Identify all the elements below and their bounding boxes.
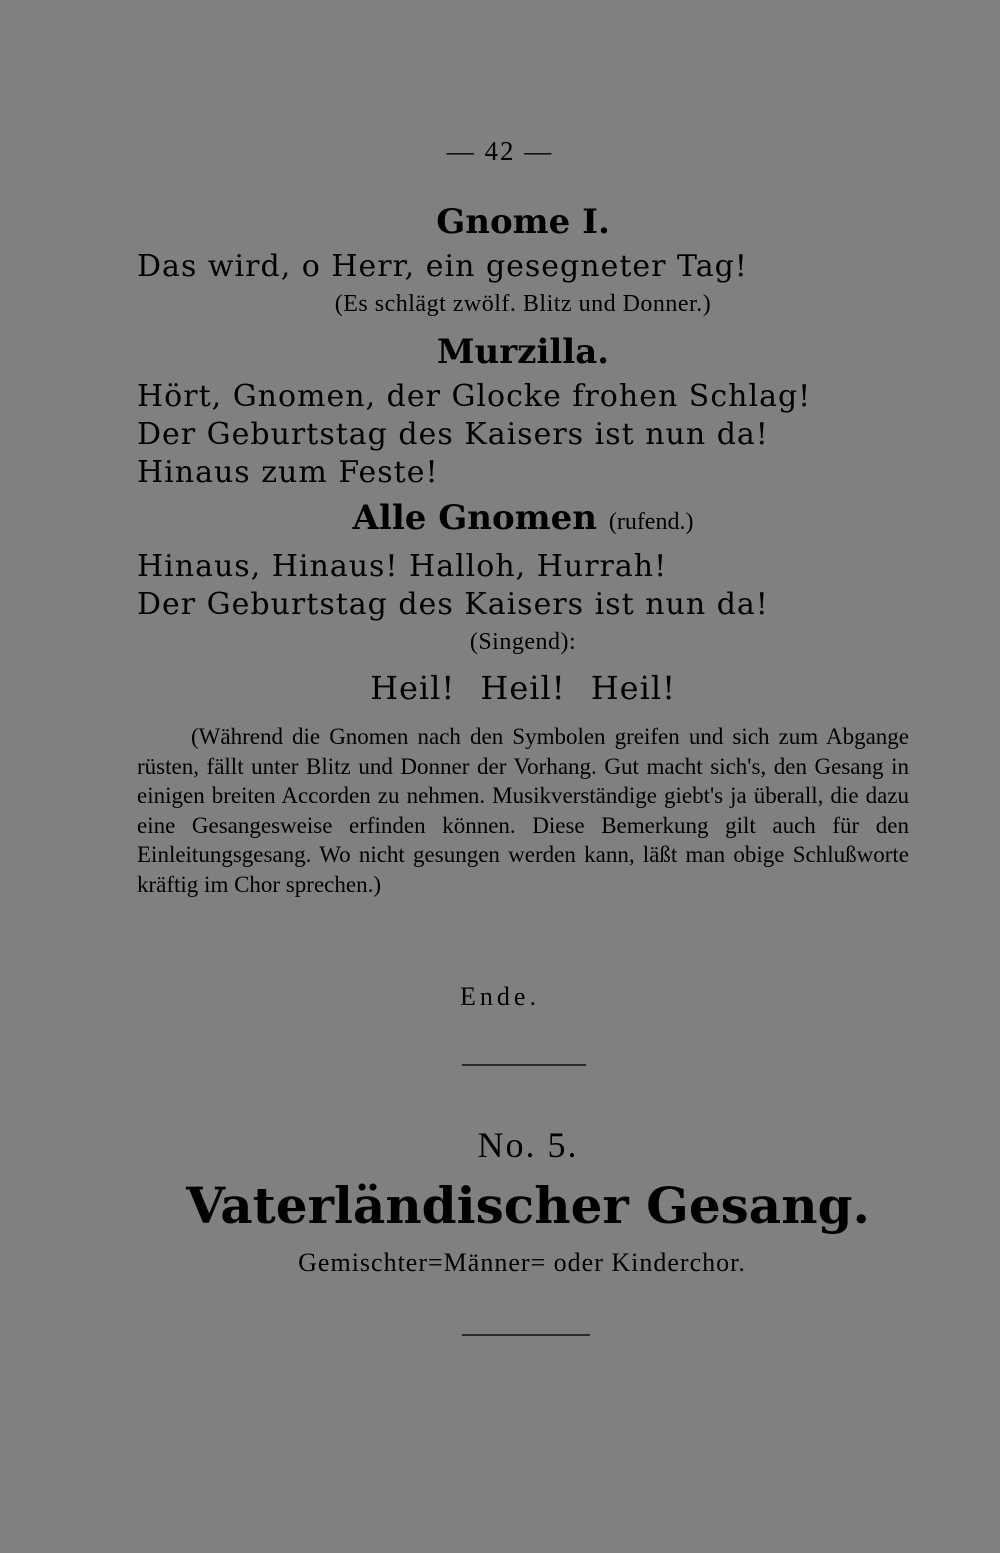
song-number: No. 5.	[477, 1125, 579, 1165]
ende-marker: Ende.	[460, 982, 540, 1011]
stage-direction: (Es schlägt zwölf. Blitz und Donner.)	[334, 291, 712, 317]
song-title: Vaterländischer Gesang.	[186, 1176, 870, 1235]
verse-line: Hinaus zum Feste!	[137, 455, 439, 490]
song-subtitle: Gemischter=Männer= oder Kinderchor.	[298, 1248, 746, 1277]
stage-direction: (Singend):	[469, 629, 577, 655]
heil-line: Heil! Heil! Heil!	[370, 669, 676, 707]
verse-line: Hinaus, Hinaus! Halloh, Hurrah!	[137, 549, 668, 584]
closing-stage-note: (Während die Gnomen nach den Symbolen greifen und sich zum Abgange rüsten, fällt unter Blitz und Donner der Vorhang. Gut macht sich's, den Gesang in einigen breiten Accorden zu nehmen. Musikverständige giebt's ja überall, die dazu eine Gesangesweise erfinden können. Diese Bemerkung gilt auch für den Einleitungsgesang. Wo nicht gesungen werden kann, läßt man obige Schlußworte kräftig im Chor sprechen.)	[137, 724, 909, 897]
section-divider	[462, 1064, 586, 1066]
speaker-name: Alle Gnomen	[352, 498, 597, 538]
section-divider	[462, 1334, 590, 1336]
speaker-all-gnomes	[137, 492, 909, 548]
speaker-gnome: Gnome I.	[436, 202, 610, 242]
speaker-murzilla: Murzilla.	[436, 332, 610, 372]
verse-line: Der Geburtstag des Kaisers ist nun da!	[137, 587, 769, 622]
page-number: — 42 —	[446, 136, 554, 166]
verse-line: Das wird, o Herr, ein gesegneter Tag!	[137, 249, 748, 284]
verse-line: Der Geburtstag des Kaisers ist nun da!	[137, 417, 769, 452]
play-scene	[137, 196, 909, 900]
verse-line: Hört, Gnomen, der Glocke frohen Schlag!	[137, 379, 812, 414]
speaker-direction: (rufend.)	[608, 509, 694, 535]
